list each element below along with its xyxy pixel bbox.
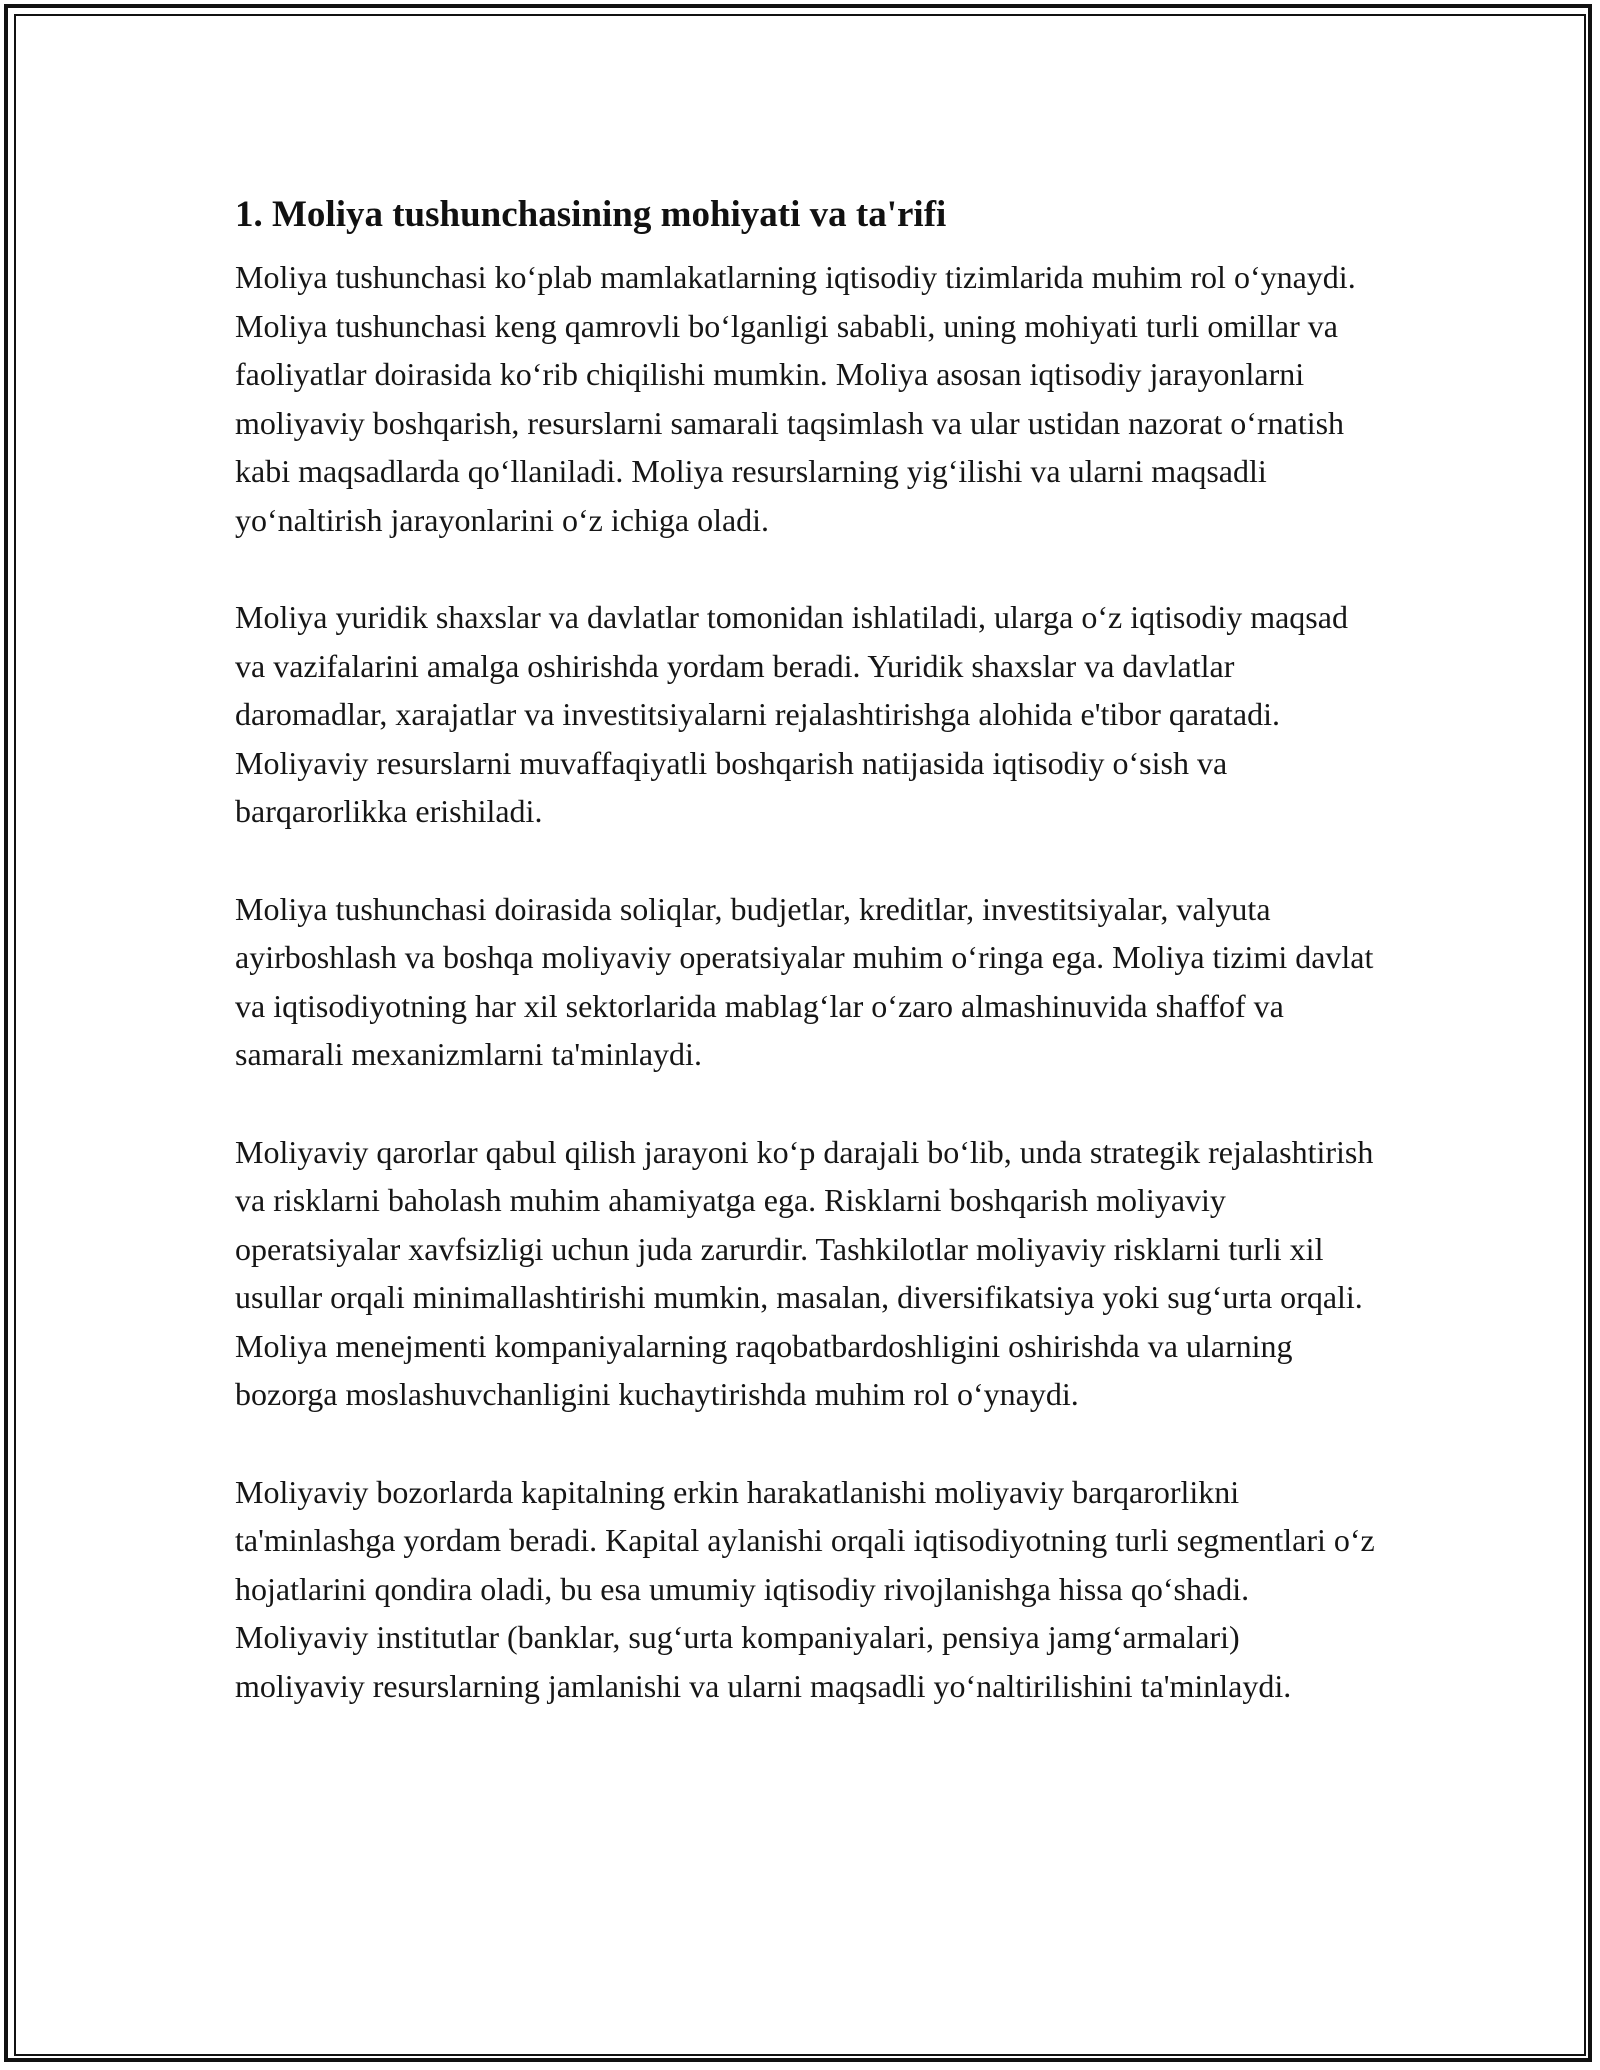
document-body — [235, 185, 1375, 1710]
paragraph-2: Moliya yuridik shaxslar va davlatlar tomonidan ishlatiladi, ularga o‘z iqtisodiy maqsad va vazifalarini amalga oshirishda yordam beradi. Yuridik shaxslar va davlatlar daromadlar, xarajatlar va investitsiyalarni rejalashtirishga alohida e'tibor qaratadi. Moliyaviy resurslarni muvaffaqiyatli boshqarish natijasida iqtisodiy o‘sish va barqarorlikka erishiladi. — [235, 599, 1348, 829]
section-heading: 1. Moliya tushunchasining mohiyati va ta'rifi — [235, 194, 947, 235]
paragraph-1: Moliya tushunchasi ko‘plab mamlakatlarning iqtisodiy tizimlarida muhim rol o‘ynaydi. Moliya tushunchasi keng qamrovli bo‘lganligi sababli, uning mohiyati turli omillar va faoliyatlar doirasida ko‘rib chiqilishi mumkin. Moliya asosan iqtisodiy jarayonlarni moliyaviy boshqarish, resurslarni samarali taqsimlash va ular ustidan nazorat o‘rnatish kabi maqsadlarda qo‘llaniladi. Moliya resurslarning yig‘ilishi va ularni maqsadli yo‘naltirish jarayonlarini o‘z ichiga oladi. — [235, 259, 1356, 538]
paragraph-3: Moliya tushunchasi doirasida soliqlar, budjetlar, kreditlar, investitsiyalar, valyuta ayirboshlash va boshqa moliyaviy operatsiyalar muhim o‘ringa ega. Moliya tizimi davlat va iqtisodiyotning har xil sektorlarida mablag‘lar o‘zaro almashinuvida shaffof va samarali mexanizmlarni ta'minlaydi. — [235, 890, 1374, 1072]
paragraph-5: Moliyaviy bozorlarda kapitalning erkin harakatlanishi moliyaviy barqarorlikni ta'minlashga yordam beradi. Kapital aylanishi orqali iqtisodiyotning turli segmentlari o‘z hojatlarini qondira oladi, bu esa umumiy iqtisodiy rivojlanishga hissa qo‘shadi. Moliyaviy institutlar (banklar, sug‘urta kompaniyalari, pensiya jamg‘armalari) moliyaviy resurslarning jamlanishi va ularni maqsadli yo‘naltirilishini ta'minlaydi. — [235, 1473, 1375, 1704]
paragraph-4: Moliyaviy qarorlar qabul qilish jarayoni ko‘p darajali bo‘lib, unda strategik rejalashtirish va risklarni baholash muhim ahamiyatga ega. Risklarni boshqarish moliyaviy operatsiyalar xavfsizligi uchun juda zarurdir. Tashkilotlar moliyaviy risklarni turli xil usullar orqali minimallashtirishi mumkin, masalan, diversifikatsiya yoki sug‘urta orqali. Moliya menejmenti kompaniyalarning raqobatbardoshligini oshirishda va ularning bozorga moslashuvchanligini kuchaytirishda muhim rol o‘ynaydi. — [235, 1133, 1374, 1412]
